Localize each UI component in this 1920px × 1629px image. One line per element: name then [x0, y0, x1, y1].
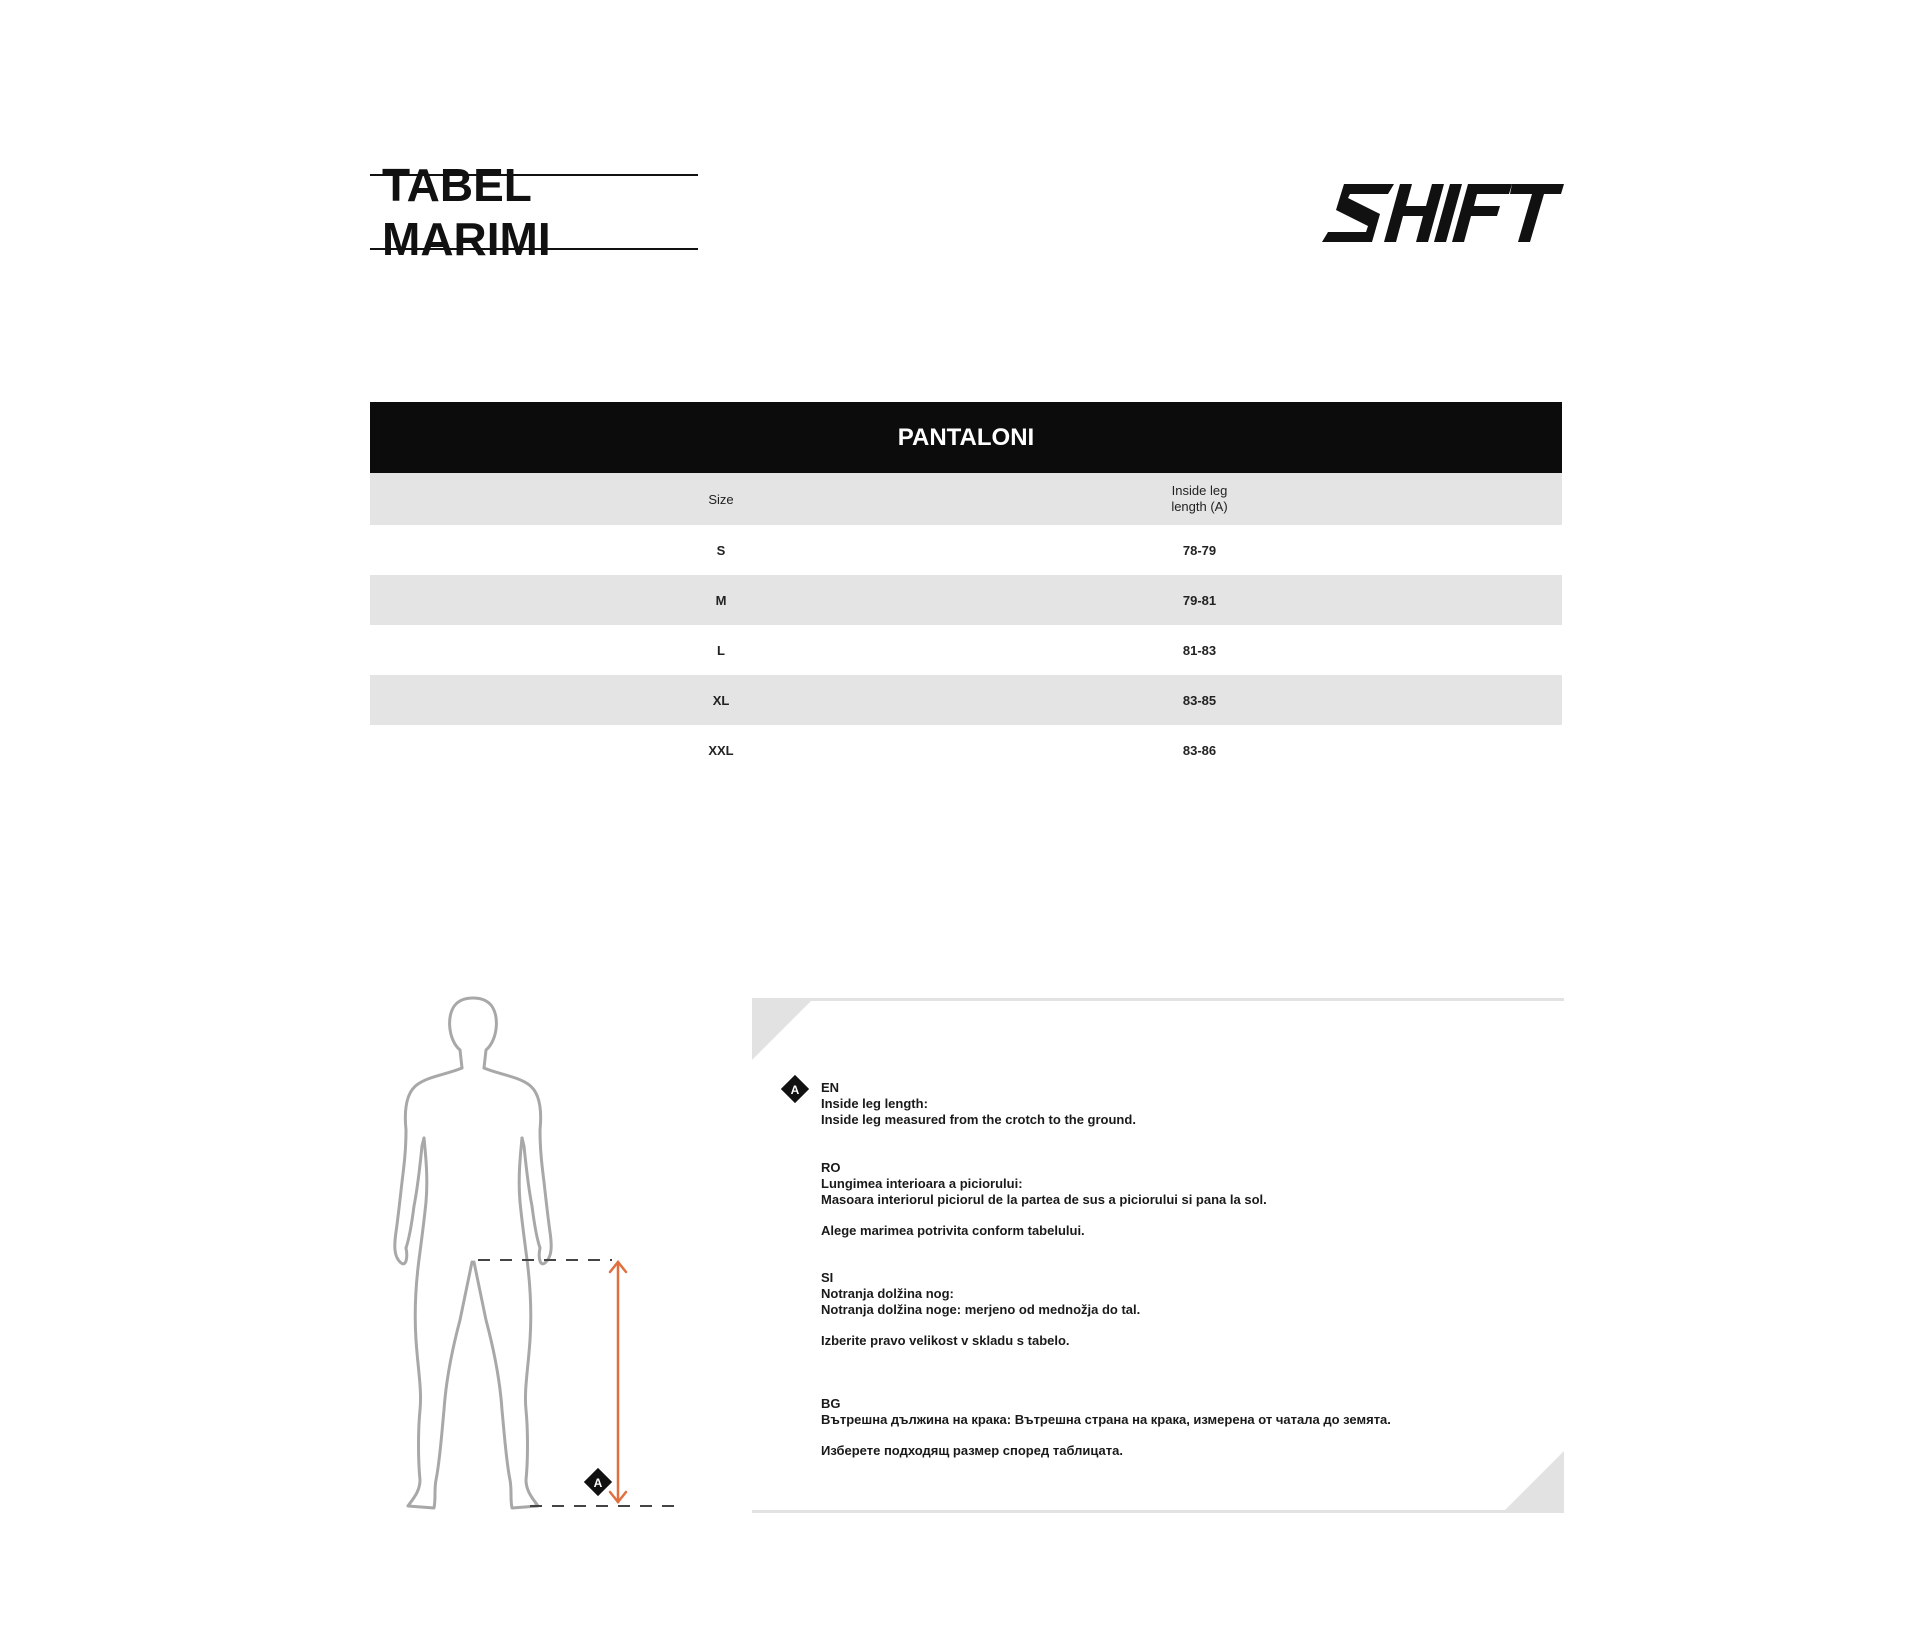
cell-inside-leg: 79-81 — [1182, 592, 1217, 608]
info-marker-a-label: A — [790, 1083, 800, 1097]
info-en-lang: EN — [821, 1080, 840, 1095]
body-measurement-figure — [360, 990, 690, 1520]
cell-inside-leg: 81-83 — [1182, 642, 1217, 658]
info-ro-line3: Alege marimea potrivita conform tabelului. — [821, 1223, 1085, 1238]
cell-inside-leg: 78-79 — [1182, 542, 1217, 558]
info-en-line2: Inside leg measured from the crotch to the ground. — [821, 1112, 1136, 1127]
marker-a-icon — [584, 1468, 612, 1496]
info-bottom-border — [752, 1510, 1564, 1513]
column-header-inside-leg-line2: length (A) — [1171, 499, 1228, 514]
info-en-line1: Inside leg length: — [821, 1096, 928, 1111]
table-row — [370, 675, 1562, 725]
info-bg-lang: BG — [821, 1396, 841, 1411]
info-bg-line2: Изберете подходящ размер според таблицата. — [821, 1443, 1123, 1458]
info-si-line2: Notranja dolžina noge: merjeno od mednožja do tal. — [821, 1302, 1141, 1317]
table-row — [370, 525, 1562, 575]
column-header-inside-leg — [1072, 483, 1327, 515]
info-ro-line2: Masoara interiorul piciorul de la partea de sus a piciorului si pana la sol. — [821, 1192, 1267, 1207]
info-bg-line1: Вътрешна дължина на крака: Вътрешна страна на крака, измерена от чатала до земята. — [821, 1412, 1391, 1427]
info-si-line3: Izberite pravo velikost v skladu s tabelo. — [821, 1333, 1070, 1348]
size-table — [370, 402, 1562, 775]
info-bg-block — [821, 1396, 1391, 1459]
info-ro-lang: RO — [821, 1160, 841, 1175]
info-ro-block — [821, 1160, 1267, 1239]
size-table-title — [370, 402, 1562, 473]
column-header-inside-leg-line1: Inside leg — [1171, 483, 1228, 498]
marker-a-label: A — [593, 1476, 603, 1490]
table-row — [370, 725, 1562, 775]
corner-bottom-right-decoration — [1502, 1451, 1564, 1513]
info-si-lang: SI — [821, 1270, 834, 1285]
table-row — [370, 625, 1562, 675]
cell-size: S — [716, 542, 726, 558]
info-marker-a-icon — [780, 1074, 810, 1104]
info-si-line1: Notranja dolžina nog: — [821, 1286, 954, 1301]
info-si-block — [821, 1270, 1140, 1349]
cell-size: XXL — [708, 742, 734, 758]
corner-top-left-decoration — [752, 998, 814, 1060]
cell-inside-leg: 83-85 — [1182, 692, 1217, 708]
page-title: TABEL MARIMI — [382, 159, 551, 265]
body-outline-icon — [395, 998, 551, 1508]
info-en-block — [821, 1080, 1136, 1128]
cell-size: M — [715, 592, 727, 608]
info-ro-line1: Lungimea interioara a piciorului: — [821, 1176, 1023, 1191]
cell-size: L — [717, 642, 725, 658]
cell-size: XL — [712, 692, 730, 708]
column-header-size: Size — [708, 491, 734, 507]
table-row — [370, 575, 1562, 625]
table-title-text: PANTALONI — [897, 423, 1035, 451]
page-title-box — [370, 159, 698, 265]
cell-inside-leg: 83-86 — [1182, 742, 1217, 758]
shift-logo — [1322, 184, 1564, 242]
inside-leg-arrow-icon — [610, 1262, 626, 1502]
info-top-border — [752, 998, 1564, 1001]
table-header-row — [370, 473, 1562, 525]
